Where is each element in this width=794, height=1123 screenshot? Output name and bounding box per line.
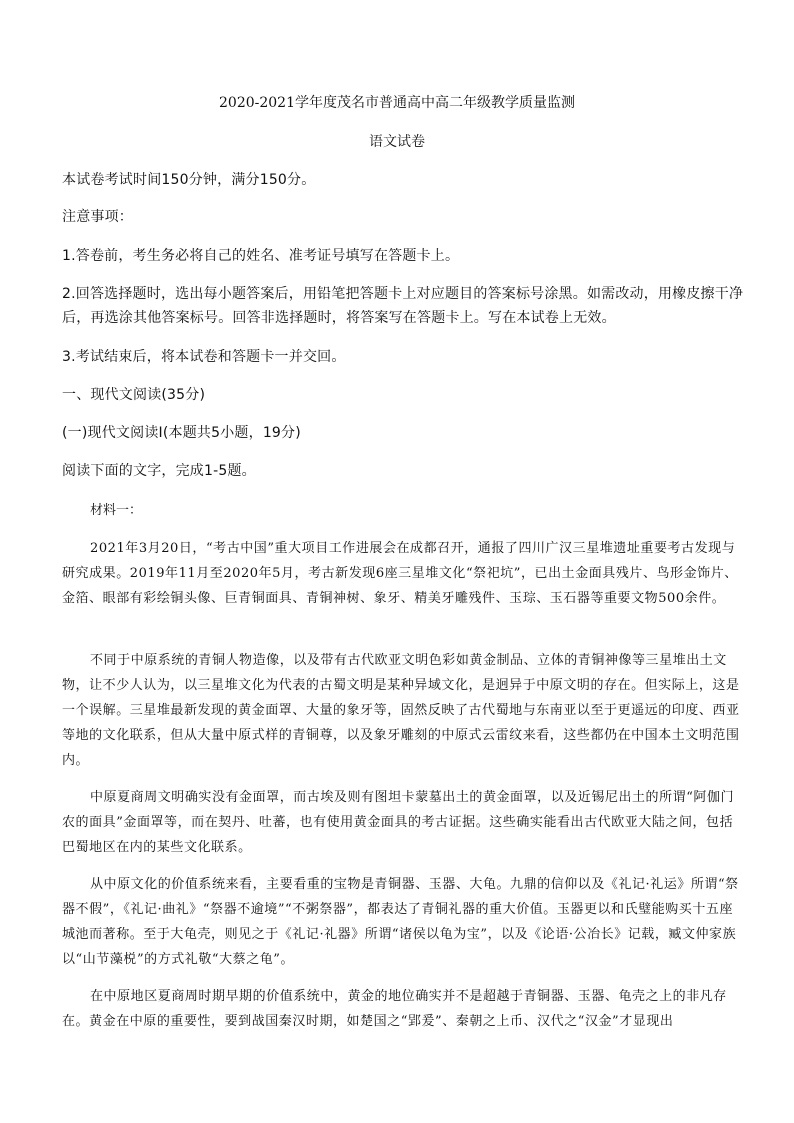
exam-info: 本试卷考试时间150分钟，满分150分。 [62,172,316,188]
reading-instruction: 阅读下面的文字，完成1-5题。 [62,463,256,479]
material-paragraph: 从中原文化的价值系统来看，主要看重的宝物是青铜器、玉器、大龟。九鼎的信仰以及《礼记·礼运》所谓“祭器不假”，《礼记·曲礼》“祭器不逾境”“不粥祭器”，都表达了青铜礼器的重大价值。玉器更以和氏璧能购买十五座城池而著称。至于大龟壳，则见之于《礼记·礼器》所谓“诸侯以龟为宝”，以及《论语·公冶长》记载，臧文仲家族以“山节藻棁”的方式礼敬“大蔡之龟”。 [62,877,739,967]
exam-subtitle: 语文试卷 [369,134,425,150]
material-paragraph: 中原夏商周文明确实没有金面罩，而古埃及则有图坦卡蒙墓出土的黄金面罩，以及近锡尼出土的所谓“阿伽门农的面具”金面罩等，而在契丹、吐蕃，也有使用黄金面具的考古证据。这些确实能看出古代欧亚大陆之间，包括巴蜀地区在内的某些文化联系。 [62,790,735,855]
notice-item-2-line-2: 后，再选涂其他答案标号。回答非选择题时，将答案写在答题卡上。写在本试卷上无效。 [62,310,616,326]
exam-title: 2020-2021学年度茂名市普通高中高二年级教学质量监测 [219,95,575,111]
subsection-heading: (一)现代文阅读Ⅰ(本题共5小题，19分) [62,425,301,441]
material-paragraph: 在中原地区夏商周时期早期的价值系统中，黄金的地位确实并不是超越于青铜器、玉器、龟壳之上的非凡存在。黄金在中原的重要性，要到战国秦汉时期，如楚国之“郢爰”、秦朝之上币、汉代之“汉金”才显现出 [62,989,727,1029]
notice-item-2-line-1: 2.回答选择题时，选出每小题答案后，用铅笔把答题卡上对应题目的答案标号涂黑。如需改动，用橡皮擦干净 [62,286,744,302]
notice-heading: 注意事项： [62,209,133,225]
material-paragraph: 不同于中原系统的青铜人物造像，以及带有古代欧亚文明色彩如黄金制品、立体的青铜神像等三星堆出土文物，让不少人认为，以三星堆文化为代表的古蜀文明是某种异域文化，是迥异于中原文明的存在。但实际上，这是一个误解。三星堆最新发现的黄金面罩、大量的象牙等，固然反映了古代蜀地与东南亚以至于更遥远的印度、西亚等地的文化联系，但从大量中原式样的青铜尊，以及象牙雕刻的中原式云雷纹来看，这些都仍在中国本土文明范围内。 [62,653,740,768]
material-label: 材料一： [90,503,143,518]
material-paragraph: 2021年3月20日，“考古中国”重大项目工作进展会在成都召开，通报了四川广汉三星堆遗址重要考古发现与研究成果。2019年11月至2020年5月，考古新发现6座三星堆文化“祭祀坑”，已出土金面具残片、鸟形金饰片、金箔、眼部有彩绘铜头像、巨青铜面具、青铜神树、象牙、精美牙雕残件、玉琮、玉石器等重要文物500余件。 [62,541,738,606]
section-heading: 一、现代文阅读(35分) [62,387,206,403]
notice-item-3: 3.考试结束后，将本试卷和答题卡一并交回。 [62,349,346,365]
notice-item-1: 1.答卷前，考生务必将自己的姓名、准考证号填写在答题卡上。 [62,248,460,264]
